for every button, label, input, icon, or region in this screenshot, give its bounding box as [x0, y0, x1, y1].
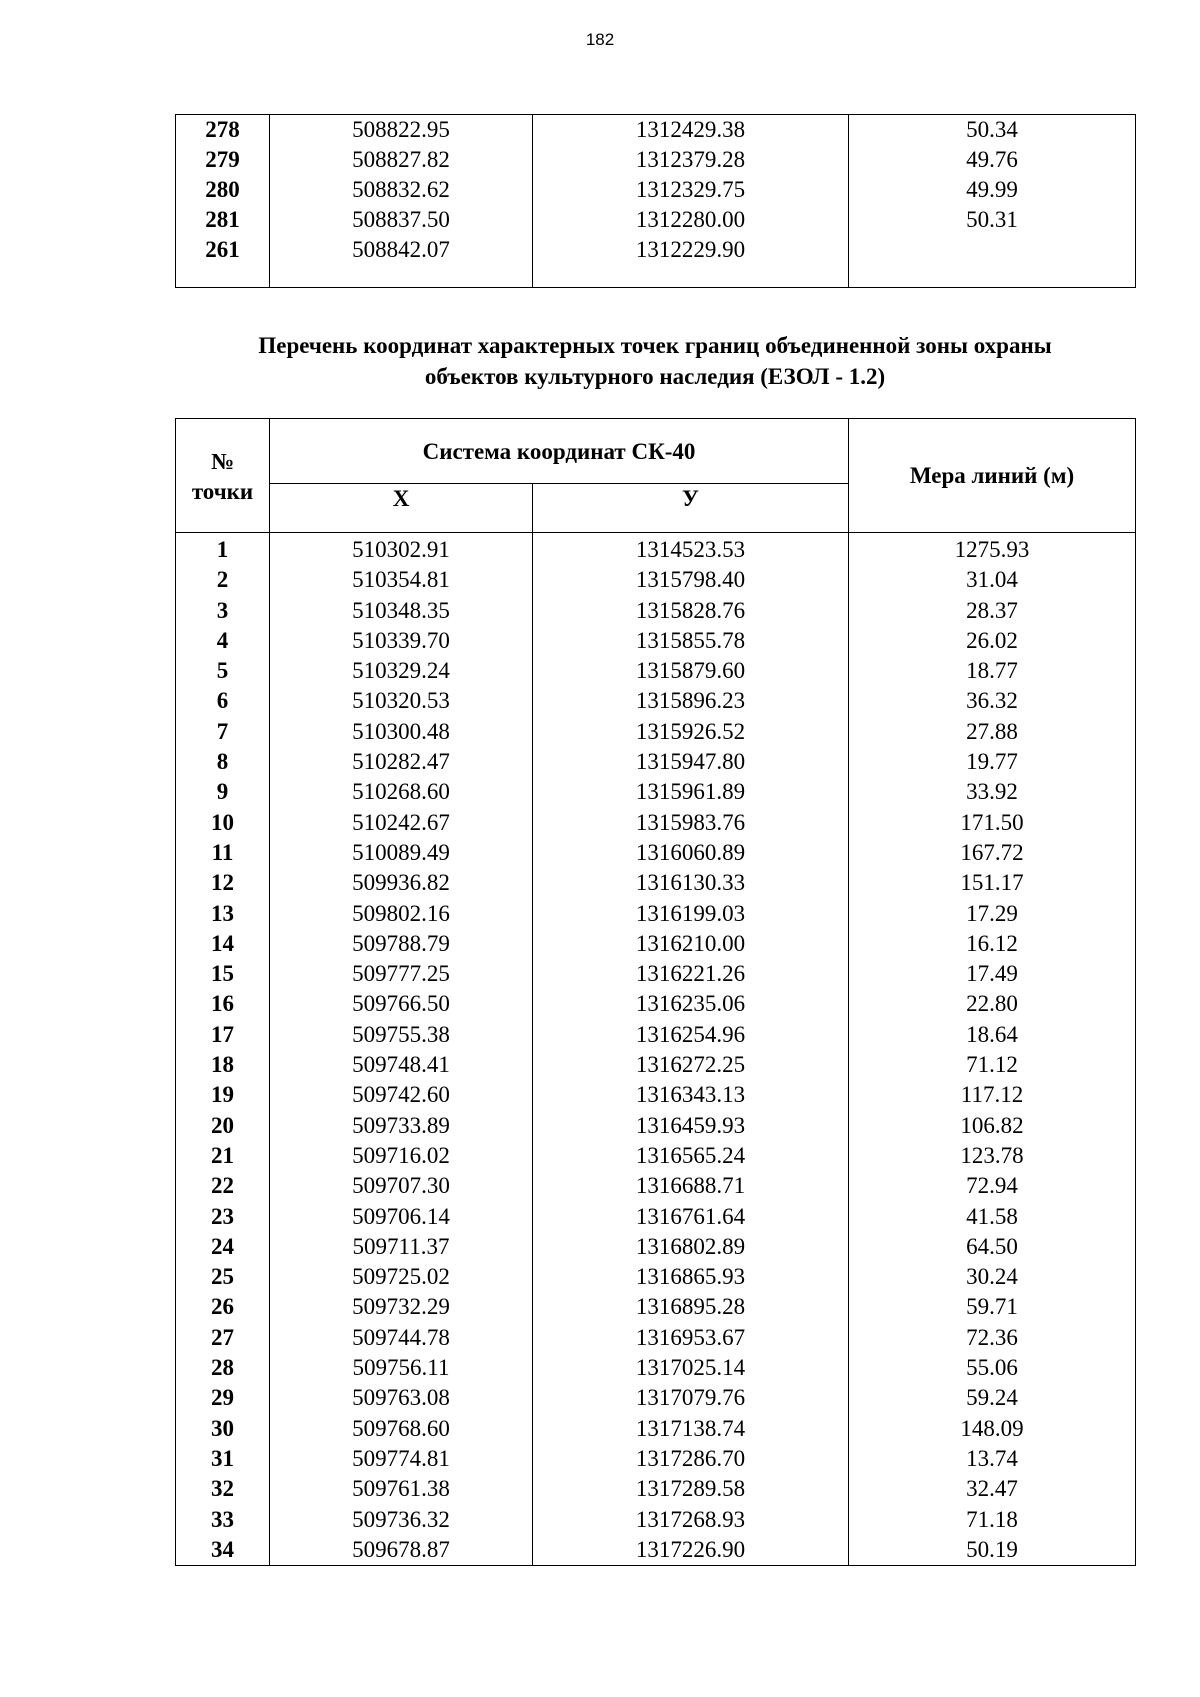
coordinates-table	[175, 418, 1136, 1566]
point-number-cell: 29	[176, 1383, 270, 1413]
y-coordinate-cell: 1315896.23	[533, 686, 849, 716]
table-row	[176, 959, 1136, 989]
y-coordinate-cell: 1312429.38	[533, 115, 849, 146]
line-length-cell: 72.36	[849, 1323, 1136, 1353]
spacer-cell	[270, 265, 533, 288]
line-length-cell: 55.06	[849, 1353, 1136, 1383]
line-length-cell: 64.50	[849, 1232, 1136, 1262]
line-length-cell: 50.34	[849, 115, 1136, 146]
y-coordinate-cell: 1317268.93	[533, 1505, 849, 1535]
line-length-cell: 33.92	[849, 777, 1136, 807]
y-coordinate-cell: 1315855.78	[533, 626, 849, 656]
line-length-cell: 71.18	[849, 1505, 1136, 1535]
x-coordinate-cell: 509766.50	[270, 989, 533, 1019]
x-coordinate-cell: 509744.78	[270, 1323, 533, 1353]
table-row	[176, 1080, 1136, 1110]
table-row	[176, 115, 1136, 146]
section-title-line-2: объектов культурного наследия (ЕЗОЛ - 1.2)	[424, 364, 886, 389]
table-row	[176, 717, 1136, 747]
spacer-cell	[533, 265, 849, 288]
line-length-cell	[849, 235, 1136, 265]
point-number-cell: 1	[176, 533, 270, 566]
line-length-cell: 27.88	[849, 717, 1136, 747]
y-coordinate-cell: 1315926.52	[533, 717, 849, 747]
header-y: У	[533, 484, 849, 533]
x-coordinate-cell: 508827.82	[270, 145, 533, 175]
table-row	[176, 1292, 1136, 1322]
y-coordinate-cell: 1315961.89	[533, 777, 849, 807]
line-length-cell: 59.24	[849, 1383, 1136, 1413]
line-length-cell: 171.50	[849, 808, 1136, 838]
line-length-cell: 17.49	[849, 959, 1136, 989]
line-length-cell: 148.09	[849, 1414, 1136, 1444]
y-coordinate-cell: 1316254.96	[533, 1020, 849, 1050]
line-length-cell: 17.29	[849, 899, 1136, 929]
x-coordinate-cell: 508842.07	[270, 235, 533, 265]
x-coordinate-cell: 509736.32	[270, 1505, 533, 1535]
x-coordinate-cell: 508832.62	[270, 175, 533, 205]
point-number-cell: 3	[176, 596, 270, 626]
line-length-cell: 49.76	[849, 145, 1136, 175]
table-row	[176, 1141, 1136, 1171]
line-length-cell: 26.02	[849, 626, 1136, 656]
x-coordinate-cell: 510242.67	[270, 808, 533, 838]
line-length-cell: 31.04	[849, 565, 1136, 595]
point-number-cell: 34	[176, 1535, 270, 1566]
x-coordinate-cell: 509768.60	[270, 1414, 533, 1444]
line-length-cell: 50.19	[849, 1535, 1136, 1566]
table-row	[176, 1474, 1136, 1504]
x-coordinate-cell: 509763.08	[270, 1383, 533, 1413]
x-coordinate-cell: 509755.38	[270, 1020, 533, 1050]
x-coordinate-cell: 509742.60	[270, 1080, 533, 1110]
point-number-cell: 17	[176, 1020, 270, 1050]
header-point-number	[176, 419, 270, 533]
table-row	[176, 747, 1136, 777]
point-number-cell: 24	[176, 1232, 270, 1262]
x-coordinate-cell: 509711.37	[270, 1232, 533, 1262]
point-number-cell: 13	[176, 899, 270, 929]
line-length-cell: 1275.93	[849, 533, 1136, 566]
table-row	[176, 1262, 1136, 1292]
y-coordinate-cell: 1316459.93	[533, 1111, 849, 1141]
line-length-cell: 50.31	[849, 205, 1136, 235]
x-coordinate-cell: 509732.29	[270, 1292, 533, 1322]
coordinates-table-continued-body	[176, 115, 1136, 288]
point-number-cell: 2	[176, 565, 270, 595]
x-coordinate-cell: 510300.48	[270, 717, 533, 747]
x-coordinate-cell: 509733.89	[270, 1111, 533, 1141]
y-coordinate-cell: 1315798.40	[533, 565, 849, 595]
y-coordinate-cell: 1316221.26	[533, 959, 849, 989]
y-coordinate-cell: 1316953.67	[533, 1323, 849, 1353]
point-number-cell: 27	[176, 1323, 270, 1353]
x-coordinate-cell: 509716.02	[270, 1141, 533, 1171]
line-length-cell: 28.37	[849, 596, 1136, 626]
y-coordinate-cell: 1316761.64	[533, 1202, 849, 1232]
point-number-cell: 15	[176, 959, 270, 989]
y-coordinate-cell: 1316343.13	[533, 1080, 849, 1110]
point-number-cell: 26	[176, 1292, 270, 1322]
line-length-cell: 32.47	[849, 1474, 1136, 1504]
point-number-cell: 8	[176, 747, 270, 777]
table-row	[176, 205, 1136, 235]
header-line-length: Мера линий (м)	[849, 419, 1136, 533]
point-number-cell: 12	[176, 868, 270, 898]
y-coordinate-cell: 1316235.06	[533, 989, 849, 1019]
point-number-cell: 4	[176, 626, 270, 656]
table-row	[176, 1050, 1136, 1080]
point-number-cell: 261	[176, 235, 270, 265]
y-coordinate-cell: 1315828.76	[533, 596, 849, 626]
point-number-cell: 21	[176, 1141, 270, 1171]
x-coordinate-cell: 510354.81	[270, 565, 533, 595]
line-length-cell: 18.77	[849, 656, 1136, 686]
line-length-cell: 36.32	[849, 686, 1136, 716]
point-number-cell: 5	[176, 656, 270, 686]
x-coordinate-cell: 509802.16	[270, 899, 533, 929]
y-coordinate-cell: 1312329.75	[533, 175, 849, 205]
y-coordinate-cell: 1314523.53	[533, 533, 849, 566]
section-title-line-1: Перечень координат характерных точек границ объединенной зоны охраны	[258, 333, 1052, 358]
point-number-cell: 30	[176, 1414, 270, 1444]
page-number: 182	[585, 30, 615, 49]
y-coordinate-cell: 1315983.76	[533, 808, 849, 838]
table-row	[176, 145, 1136, 175]
table-row	[176, 838, 1136, 868]
x-coordinate-cell: 510302.91	[270, 533, 533, 566]
table-row	[176, 929, 1136, 959]
table-row	[176, 899, 1136, 929]
spacer-cell	[176, 265, 270, 288]
point-number-cell: 31	[176, 1444, 270, 1474]
line-length-cell: 72.94	[849, 1171, 1136, 1201]
line-length-cell: 59.71	[849, 1292, 1136, 1322]
x-coordinate-cell: 509774.81	[270, 1444, 533, 1474]
point-number-cell: 16	[176, 989, 270, 1019]
table-row	[176, 235, 1136, 265]
x-coordinate-cell: 509936.82	[270, 868, 533, 898]
y-coordinate-cell: 1317226.90	[533, 1535, 849, 1566]
point-number-cell: 281	[176, 205, 270, 235]
x-coordinate-cell: 509777.25	[270, 959, 533, 989]
x-coordinate-cell: 510339.70	[270, 626, 533, 656]
table-row	[176, 777, 1136, 807]
header-x: Х	[270, 484, 533, 533]
x-coordinate-cell: 510329.24	[270, 656, 533, 686]
point-number-cell: 23	[176, 1202, 270, 1232]
x-coordinate-cell: 509706.14	[270, 1202, 533, 1232]
point-number-cell: 6	[176, 686, 270, 716]
point-number-cell: 25	[176, 1262, 270, 1292]
y-coordinate-cell: 1317138.74	[533, 1414, 849, 1444]
y-coordinate-cell: 1316895.28	[533, 1292, 849, 1322]
table-row	[176, 989, 1136, 1019]
table-spacer-row	[176, 265, 1136, 288]
y-coordinate-cell: 1315947.80	[533, 747, 849, 777]
table-row	[176, 596, 1136, 626]
x-coordinate-cell: 510089.49	[270, 838, 533, 868]
y-coordinate-cell: 1316688.71	[533, 1171, 849, 1201]
line-length-cell: 19.77	[849, 747, 1136, 777]
line-length-cell: 106.82	[849, 1111, 1136, 1141]
line-length-cell: 30.24	[849, 1262, 1136, 1292]
x-coordinate-cell: 510320.53	[270, 686, 533, 716]
line-length-cell: 123.78	[849, 1141, 1136, 1171]
point-number-cell: 279	[176, 145, 270, 175]
point-number-cell: 7	[176, 717, 270, 747]
table-row	[176, 1353, 1136, 1383]
line-length-cell: 117.12	[849, 1080, 1136, 1110]
line-length-cell: 22.80	[849, 989, 1136, 1019]
y-coordinate-cell: 1316210.00	[533, 929, 849, 959]
y-coordinate-cell: 1312379.28	[533, 145, 849, 175]
y-coordinate-cell: 1317286.70	[533, 1444, 849, 1474]
table-row	[176, 1414, 1136, 1444]
line-length-cell: 151.17	[849, 868, 1136, 898]
coordinates-table-continued	[175, 114, 1136, 288]
point-number-cell: 33	[176, 1505, 270, 1535]
y-coordinate-cell: 1317079.76	[533, 1383, 849, 1413]
table-row	[176, 1232, 1136, 1262]
point-number-cell: 9	[176, 777, 270, 807]
point-number-cell: 11	[176, 838, 270, 868]
y-coordinate-cell: 1316199.03	[533, 899, 849, 929]
section-title	[175, 330, 1135, 392]
x-coordinate-cell: 510268.60	[270, 777, 533, 807]
x-coordinate-cell: 509788.79	[270, 929, 533, 959]
y-coordinate-cell: 1317025.14	[533, 1353, 849, 1383]
line-length-cell: 71.12	[849, 1050, 1136, 1080]
header-point-label: точки	[191, 478, 254, 504]
coordinates-table-body	[176, 533, 1136, 1566]
point-number-cell: 32	[176, 1474, 270, 1504]
point-number-cell: 280	[176, 175, 270, 205]
line-length-cell: 41.58	[849, 1202, 1136, 1232]
x-coordinate-cell: 510282.47	[270, 747, 533, 777]
x-coordinate-cell: 509707.30	[270, 1171, 533, 1201]
point-number-cell: 10	[176, 808, 270, 838]
x-coordinate-cell: 509725.02	[270, 1262, 533, 1292]
point-number-cell: 18	[176, 1050, 270, 1080]
y-coordinate-cell: 1316565.24	[533, 1141, 849, 1171]
table-row	[176, 656, 1136, 686]
table-row	[176, 1383, 1136, 1413]
y-coordinate-cell: 1316060.89	[533, 838, 849, 868]
y-coordinate-cell: 1317289.58	[533, 1474, 849, 1504]
header-coordinate-system: Система координат СК-40	[270, 419, 849, 484]
x-coordinate-cell: 508837.50	[270, 205, 533, 235]
table-row	[176, 1020, 1136, 1050]
header-point-no-symbol: №	[210, 448, 235, 474]
y-coordinate-cell: 1316130.33	[533, 868, 849, 898]
table-row	[176, 808, 1136, 838]
coordinates-table-header	[176, 419, 1136, 533]
y-coordinate-cell: 1316272.25	[533, 1050, 849, 1080]
y-coordinate-cell: 1312280.00	[533, 205, 849, 235]
y-coordinate-cell: 1316802.89	[533, 1232, 849, 1262]
table-row	[176, 626, 1136, 656]
line-length-cell: 13.74	[849, 1444, 1136, 1474]
spacer-cell	[849, 265, 1136, 288]
table-row	[176, 1535, 1136, 1566]
table-row	[176, 565, 1136, 595]
line-length-cell: 167.72	[849, 838, 1136, 868]
point-number-cell: 14	[176, 929, 270, 959]
x-coordinate-cell: 509678.87	[270, 1535, 533, 1566]
point-number-cell: 19	[176, 1080, 270, 1110]
point-number-cell: 28	[176, 1353, 270, 1383]
y-coordinate-cell: 1316865.93	[533, 1262, 849, 1292]
y-coordinate-cell: 1312229.90	[533, 235, 849, 265]
line-length-cell: 49.99	[849, 175, 1136, 205]
y-coordinate-cell: 1315879.60	[533, 656, 849, 686]
point-number-cell: 20	[176, 1111, 270, 1141]
table-row	[176, 533, 1136, 566]
x-coordinate-cell: 510348.35	[270, 596, 533, 626]
table-row	[176, 1171, 1136, 1201]
point-number-cell: 278	[176, 115, 270, 146]
table-row	[176, 1202, 1136, 1232]
x-coordinate-cell: 509756.11	[270, 1353, 533, 1383]
table-row	[176, 868, 1136, 898]
line-length-cell: 18.64	[849, 1020, 1136, 1050]
x-coordinate-cell: 509761.38	[270, 1474, 533, 1504]
table-row	[176, 686, 1136, 716]
point-number-cell: 22	[176, 1171, 270, 1201]
x-coordinate-cell: 509748.41	[270, 1050, 533, 1080]
table-row	[176, 1505, 1136, 1535]
table-row	[176, 1444, 1136, 1474]
line-length-cell: 16.12	[849, 929, 1136, 959]
table-row	[176, 1323, 1136, 1353]
table-row	[176, 1111, 1136, 1141]
table-row	[176, 175, 1136, 205]
x-coordinate-cell: 508822.95	[270, 115, 533, 146]
